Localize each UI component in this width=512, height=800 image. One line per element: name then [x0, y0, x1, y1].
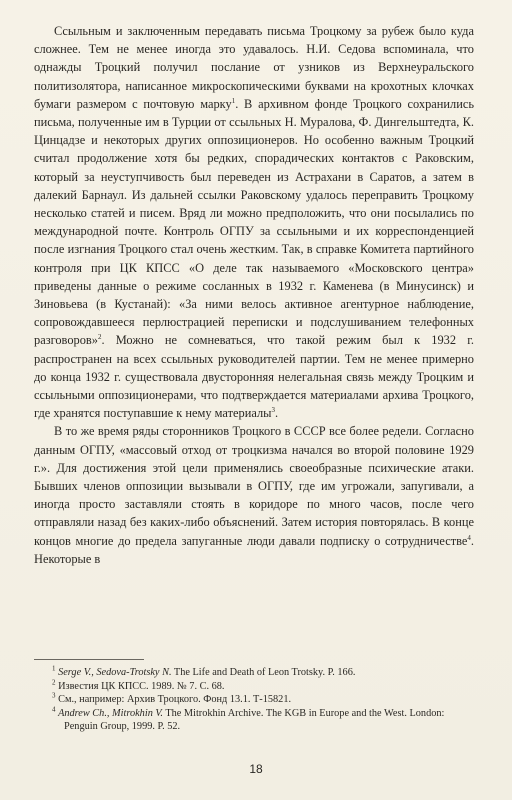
footnote — [34, 666, 474, 680]
footnote-divider — [34, 659, 144, 660]
page-number: 18 — [249, 762, 263, 776]
footnotes — [34, 666, 474, 734]
footnote-text: The Mitrokhin Archive. The KGB in Europe and the West. London: Penguin Group, 1999. P. 52. — [64, 707, 445, 733]
footnote-authors: Andrew Ch., Mitrokhin V. — [58, 707, 163, 719]
footnote — [34, 680, 474, 694]
footnote-text: См., например: Архив Троцкого. Фонд 13.1. Т-15821. — [55, 694, 292, 706]
text-run: . Можно не сомневаться, что такой режим был к 1932 г. распространен на всех ссыльных руководителей партии. Тем не менее примерно до конца 1932 г. существовала двусторонняя нелегальная связь между Троцким и ссыльными оппозиционерами, что подтверждается материалами архива Троцкого, где хранятся поступавшие к нему материалы — [34, 333, 474, 421]
footnote — [34, 707, 474, 734]
paragraph — [34, 22, 474, 422]
footnote-number: 4 — [52, 705, 56, 714]
text-run: . Некоторые в — [34, 533, 474, 566]
footnote-ref: 1 — [231, 96, 236, 105]
body-text — [34, 22, 474, 568]
paragraph — [34, 422, 474, 568]
footnote-number: 3 — [52, 691, 56, 700]
footnote-ref: 2 — [97, 333, 102, 342]
footnote-ref: 3 — [271, 406, 275, 415]
footnote-ref: 4 — [467, 533, 471, 542]
footnote-authors: Serge V., Sedova-Trotsky N. — [58, 667, 172, 678]
footnote-text: The Life and Death of Leon Trotsky. P. 166. — [171, 667, 356, 678]
footnote-text: Известия ЦК КПСС. 1989. № 7. С. 68. — [55, 680, 225, 692]
footnote-number: 1 — [52, 664, 56, 673]
text-run: В то же время ряды сторонников Троцкого в СССР все более редели. Согласно данным ОГПУ, «массовый отход от троцкизма начался во второй половине 1929 г.». Для достижения этой цели применялись своеобразные психические атаки. Бывших членов оппозиции вызывали в ОГПУ, где им угрожали, запугивали, а иногда просто заставляли стоять в коридоре по много часов, после чего отправляли назад без каких-либо объяснений. Затем история повторялась. В конце концов многие до предела запуганные люди давали подписку о сотрудничестве — [34, 424, 474, 548]
footnote-number: 2 — [52, 678, 56, 687]
text-run: . В архивном фонде Троцкого сохранились письма, полученные им в Турции от ссыльных Н. Муралова, Ф. Дингельштедта, К. Цинцадзе и некоторых других оппозиционеров. Но особенно важным Троцкий считал продолжение хотя бы редких, спорадических контактов с Раковским, который за неуступчивость был переведен из Астрахани в Саратов, а затем в далекий Барнаул. Из дальней ссылки Раковскому удалось переправить Троцкому несколько статей и писем. Вряд ли можно предположить, что они посылались по международной почте. Контроль ОГПУ за ссыльными и их корреспонденцией после изгнания Троцкого стал очень жестким. Так, в справке Комитета партийного контроля при ЦК КПСС «О деле так называемого «Московского центра» приведены данные о режиме сосланных в 1932 г. Каменева (в Минусинск) и Зиновьева (в Кустанай): «За ними велось активное агентурное наблюдение, сопровождавшееся перлюстрацией переписки и подслушиванием телефонных разговоров» — [34, 96, 474, 348]
text-run: . — [274, 406, 279, 421]
footnote — [34, 693, 474, 707]
text-run: Ссыльным и заключенным передавать письма Троцкому за рубеж было куда сложнее. Тем не менее иногда это удавалось. Н.И. Седова вспоминала, что однажды Троцкий получил послание от узников из Верхнеуральского политизолятора, написанное микроскопическими буквами на крохотных клочках бумаги размером с почтовую марку — [34, 24, 474, 111]
